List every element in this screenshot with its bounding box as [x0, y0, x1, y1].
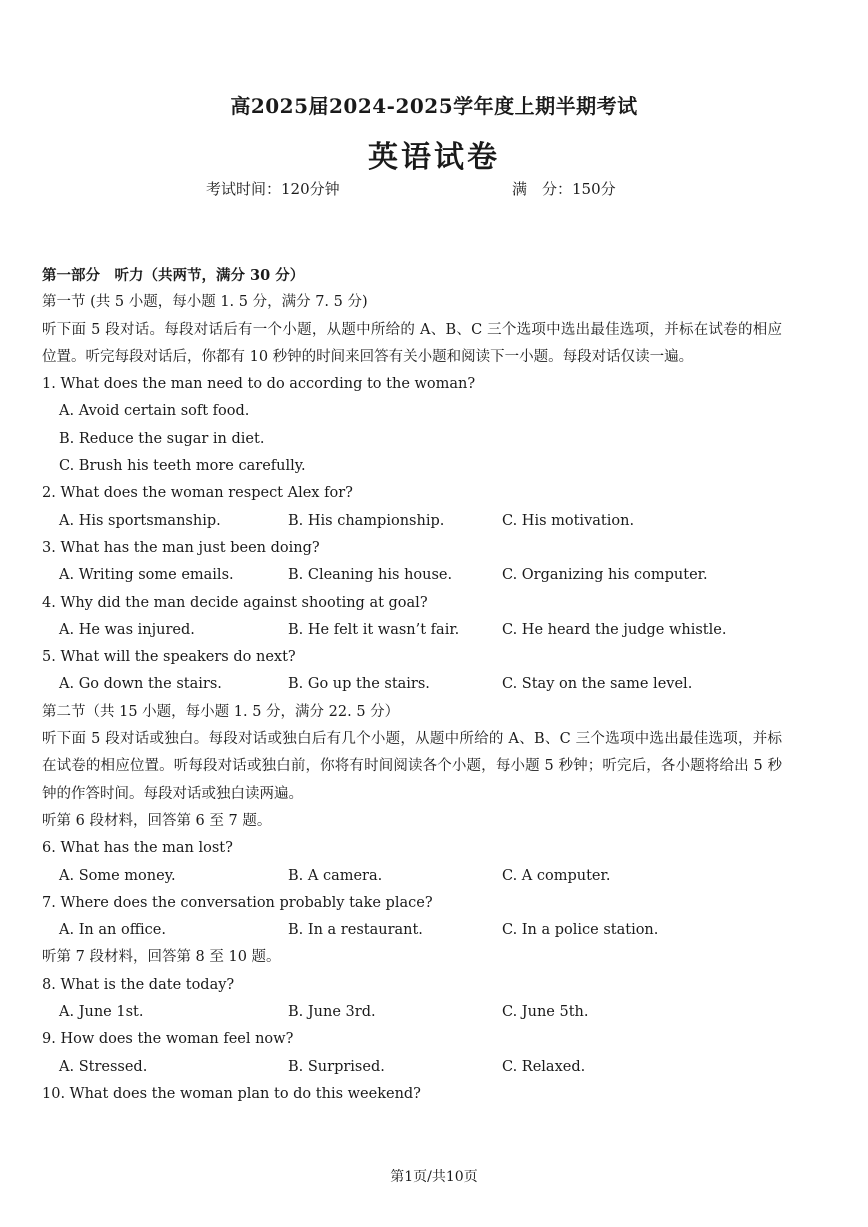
- question-7-option-a: A. In an office.: [59, 922, 166, 939]
- material-7-note: 听第 7 段材料，回答第 8 至 10 题。: [42, 949, 281, 966]
- question-8-option-b: B. June 3rd.: [288, 1004, 376, 1021]
- section1-instructions: 听下面 5 段对话。每段对话后有一个小题，从题中所给的 A、B、C 三个选项中选出最佳选项，并标在试卷的相应位置。听完每段对话后，你都有 10 秒钟的时间来回答有关小题和阅读下一小题。每段对话仅读一遍。: [42, 321, 782, 365]
- question-2: 2. What does the woman respect Alex for?: [42, 485, 353, 502]
- question-4-options: [42, 617, 782, 644]
- question-3-option-a: A. Writing some emails.: [59, 567, 234, 584]
- exam-title: 高2025届2024-2025学年度上期半期考试: [230, 94, 638, 118]
- question-6: 6. What has the man lost?: [42, 840, 233, 857]
- question-6-option-c: C. A computer.: [502, 867, 611, 884]
- question-8-option-c: C. June 5th.: [502, 1004, 589, 1021]
- question-1-option-c: C. Brush his teeth more carefully.: [59, 458, 306, 475]
- question-1-option-b: B. Reduce the sugar in diet.: [59, 430, 265, 447]
- question-9-option-c: C. Relaxed.: [502, 1058, 586, 1075]
- question-6-option-a: A. Some money.: [59, 867, 176, 884]
- question-10: 10. What does the woman plan to do this weekend?: [42, 1085, 421, 1102]
- question-4: 4. Why did the man decide against shooting at goal?: [42, 594, 428, 611]
- part1-heading: 第一部分 听力（共两节，满分 30 分）: [42, 267, 305, 284]
- question-5-options: [42, 671, 782, 698]
- section2-instructions: 听下面 5 段对话或独白。每段对话或独白后有几个小题，从题中所给的 A、B、C 三个选项中选出最佳选项，并标在试卷的相应位置。听每段对话或独白前，你将有时间阅读各个小题，每小题 5 秒钟；听完后，各小题将给出 5 秒钟的作答时间。每段对话或独白读两遍。: [42, 731, 782, 802]
- question-4-option-a: A. He was injured.: [59, 621, 195, 638]
- question-2-option-b: B. His championship.: [288, 512, 445, 529]
- question-3: 3. What has the man just been doing?: [42, 539, 320, 556]
- question-7: 7. Where does the conversation probably take place?: [42, 894, 433, 911]
- question-7-option-b: B. In a restaurant.: [288, 922, 423, 939]
- question-5: 5. What will the speakers do next?: [42, 649, 296, 666]
- question-5-option-b: B. Go up the stairs.: [288, 676, 430, 693]
- question-8: 8. What is the date today?: [42, 976, 235, 993]
- question-3-option-b: B. Cleaning his house.: [288, 567, 453, 584]
- question-4-option-c: C. He heard the judge whistle.: [502, 621, 727, 638]
- question-4-option-b: B. He felt it wasn’t fair.: [288, 621, 460, 638]
- exam-score: 满 分：150分: [512, 180, 616, 198]
- question-9-option-a: A. Stressed.: [59, 1058, 148, 1075]
- question-1: 1. What does the man need to do according to the woman?: [42, 376, 476, 393]
- exam-content: [42, 262, 782, 1108]
- page-number: 第1页/共10页: [390, 1169, 478, 1185]
- question-9-options: [42, 1054, 782, 1081]
- question-5-option-c: C. Stay on the same level.: [502, 676, 693, 693]
- question-7-options: [42, 917, 782, 944]
- question-9-option-b: B. Surprised.: [288, 1058, 385, 1075]
- section2-heading: 第二节（共 15 小题，每小题 1. 5 分，满分 22. 5 分）: [42, 703, 400, 720]
- question-6-option-b: B. A camera.: [288, 867, 383, 884]
- question-2-options: [42, 508, 782, 535]
- question-5-option-a: A. Go down the stairs.: [59, 676, 222, 693]
- question-2-option-a: A. His sportsmanship.: [59, 512, 221, 529]
- material-6-note: 听第 6 段材料，回答第 6 至 7 题。: [42, 812, 272, 829]
- question-7-option-c: C. In a police station.: [502, 922, 659, 939]
- question-9: 9. How does the woman feel now?: [42, 1031, 294, 1048]
- question-8-option-a: A. June 1st.: [59, 1004, 144, 1021]
- section1-heading: 第一节 (共 5 小题，每小题 1. 5 分，满分 7. 5 分): [42, 294, 368, 311]
- question-2-option-c: C. His motivation.: [502, 512, 635, 529]
- question-1-option-a: A. Avoid certain soft food.: [59, 403, 250, 420]
- question-8-options: [42, 999, 782, 1026]
- exam-time: 考试时间：120分钟: [206, 180, 340, 198]
- question-3-options: [42, 562, 782, 589]
- question-6-options: [42, 863, 782, 890]
- exam-subject: 英语试卷: [368, 140, 500, 175]
- question-3-option-c: C. Organizing his computer.: [502, 567, 708, 584]
